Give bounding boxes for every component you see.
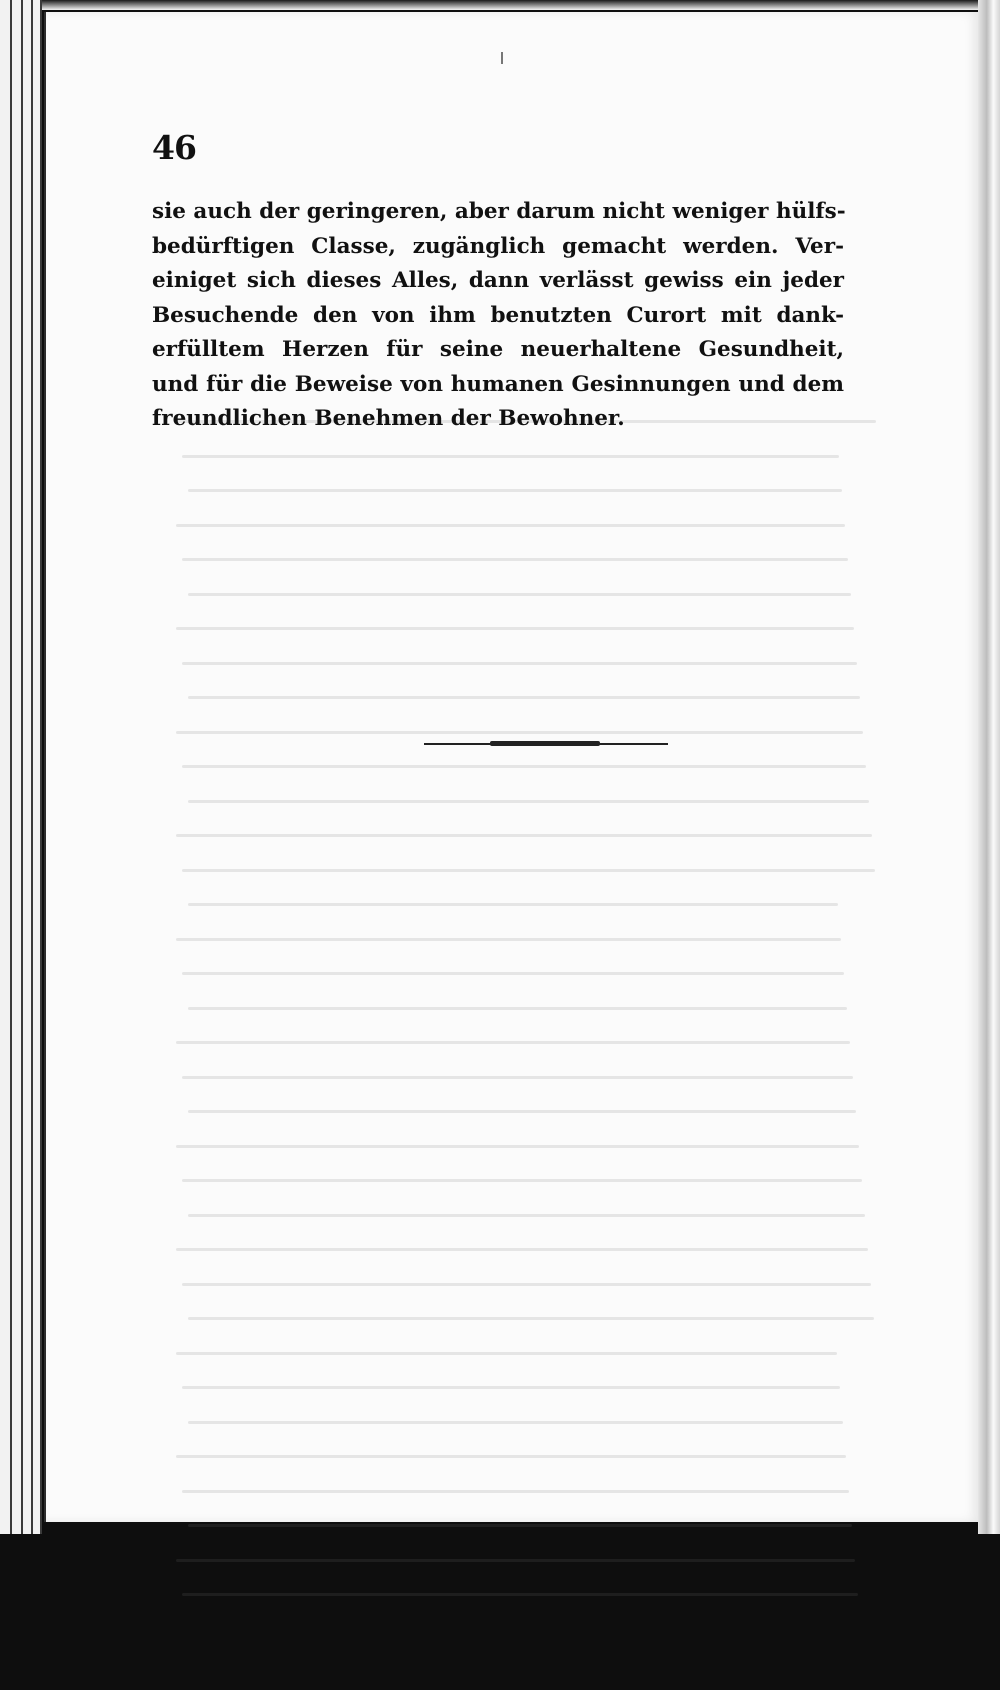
text-line: sie auch der geringeren, aber darum nicht weniger hülfs-	[152, 199, 846, 224]
bleed-through-line	[176, 627, 854, 630]
bleed-through-line	[182, 972, 844, 975]
bleed-through-line	[188, 593, 851, 596]
bleed-through-line	[182, 869, 875, 872]
bleed-through-line	[182, 1179, 862, 1182]
bleed-through-line	[188, 489, 842, 492]
bleed-through-line	[176, 731, 863, 734]
bleed-through-line	[176, 1352, 837, 1355]
page-stack-edge	[12, 0, 23, 1534]
bleed-through-line	[176, 938, 841, 941]
text-line: und für die Beweise von humanen Gesinnungen und dem	[152, 371, 844, 397]
bleed-through-line	[188, 1421, 843, 1424]
bleed-through-line	[188, 800, 869, 803]
bleed-through-line	[182, 1490, 849, 1493]
text-line: erfülltem Herzen für seine neuerhaltene Gesundheit,	[152, 337, 844, 362]
bleed-through-line	[176, 1145, 859, 1148]
bleed-through-line	[182, 662, 857, 665]
bleed-through-line	[182, 1593, 858, 1596]
scan-mark	[501, 52, 503, 64]
text-line: bedürftigen Classe, zugänglich gemacht werden. Ver-	[152, 233, 844, 259]
bleed-through-line	[188, 1214, 865, 1217]
bleed-through-line	[188, 696, 860, 699]
bleed-through-line	[182, 1076, 853, 1079]
bleed-through-line	[176, 1041, 850, 1044]
book-top-edge	[0, 0, 1000, 10]
bleed-through-line	[182, 765, 866, 768]
bleed-through-line	[182, 1386, 840, 1389]
bleed-through-line	[176, 524, 845, 527]
page-stack-edge	[0, 0, 12, 1534]
body-text	[152, 195, 844, 437]
bleed-through-texture	[176, 420, 888, 1690]
bleed-through-line	[182, 558, 848, 561]
bleed-through-line	[176, 834, 872, 837]
bleed-through-line	[182, 455, 839, 458]
text-line: freundlichen Benehmen der Bewohner.	[152, 406, 625, 431]
page-stack-edge	[23, 0, 33, 1534]
bleed-through-line	[182, 1283, 871, 1286]
bleed-through-line	[188, 903, 838, 906]
bleed-through-line	[188, 1007, 847, 1010]
bleed-through-line	[188, 1317, 874, 1320]
text-line: einiget sich dieses Alles, dann verlässt gewiss ein jeder	[152, 268, 844, 293]
text-line: Besuchende den von ihm benutzten Curort mit dank-	[152, 302, 844, 328]
book-right-edge	[978, 0, 1000, 1534]
bleed-through-line	[176, 1455, 846, 1458]
page-stack-edge	[33, 0, 42, 1534]
page-number: 46	[152, 128, 196, 167]
bleed-through-line	[188, 1110, 856, 1113]
bleed-through-line	[176, 1559, 855, 1562]
section-divider-center	[490, 741, 600, 746]
bleed-through-line	[176, 1248, 868, 1251]
bleed-through-line	[188, 1524, 852, 1527]
